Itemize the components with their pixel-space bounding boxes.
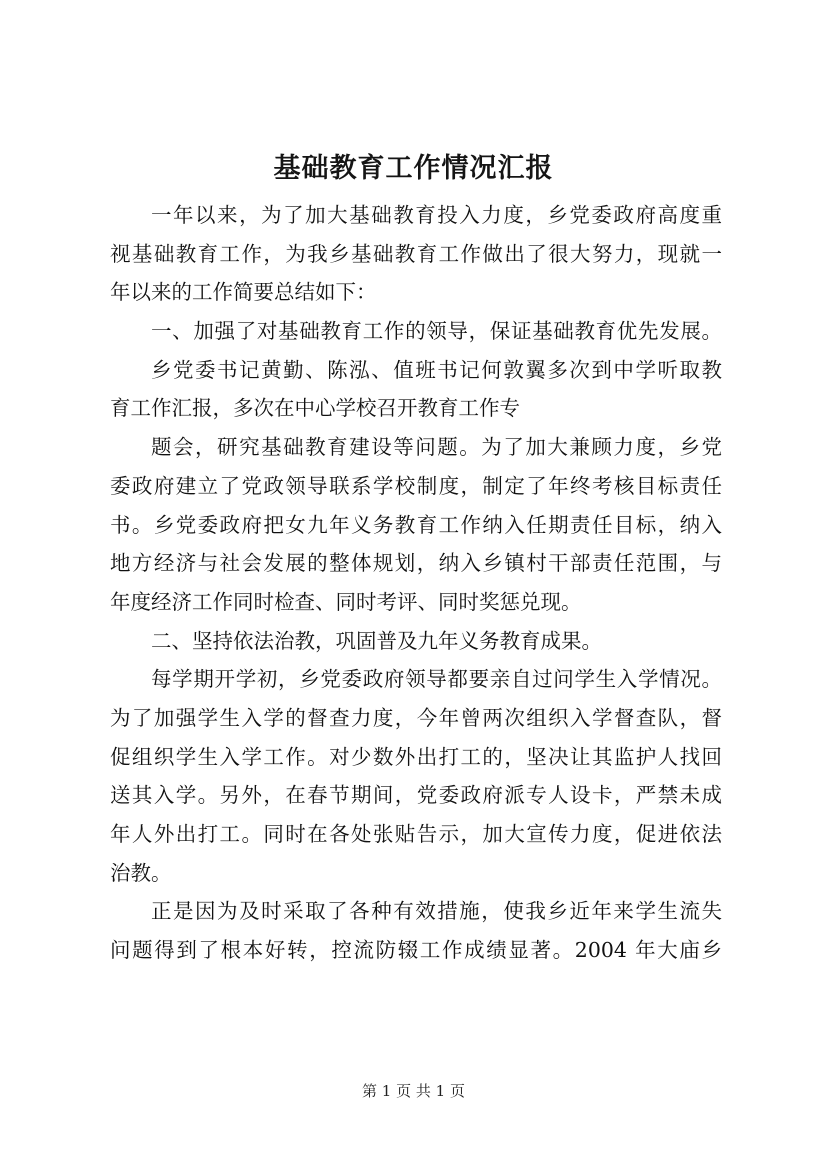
text-line: 促组织学生入学工作。对少数外出打工的，坚决让其监护人找回 [110,744,722,769]
text-line: 题会，研究基础教育建设等问题。为了加大兼顾力度，乡党 [151,435,722,460]
text-line: 一年以来，为了加大基础教育投入力度，乡党委政府高度重 [151,203,722,227]
text-line: 年以来的工作简要总结如下： [110,280,377,305]
text-line: 乡党委书记黄勤、陈泓、值班书记何敦翼多次到中学听取教 [151,357,722,382]
document-body [110,196,722,970]
document-title: 基础教育工作情况汇报 [273,153,554,184]
text-line: 育工作汇报，多次在中心学校召开教育工作专 [110,396,520,421]
text-line: 年人外出打工。同时在各处张贴告示，加大宣传力度，促进依法 [110,822,722,846]
text-line: 书。乡党委政府把女九年义务教育工作纳入任期责任目标，纳入 [110,512,722,537]
text-line: 问题得到了根本好转，控流防辍工作成绩显著。2004 年大庙乡 [110,938,722,963]
text-line: 每学期开学初，乡党委政府领导都要亲自过问学生入学情况。 [151,667,722,692]
text-line: 治教。 [110,860,172,885]
text-line: 二、坚持依法治教，巩固普及九年义务教育成果。 [151,628,602,653]
text-line: 为了加强学生入学的督查力度，今年曾两次组织入学督查队，督 [110,705,722,730]
text-line: 一、加强了对基础教育工作的领导，保证基础教育优先发展。 [151,319,722,344]
text-line: 送其入学。另外，在春节期间，党委政府派专人设卡，严禁未成 [110,783,722,808]
text-line: 年度经济工作同时检查、同时考评、同时奖惩兑现。 [110,589,582,614]
text-line: 地方经济与社会发展的整体规划，纳入乡镇村干部责任范围，与 [110,551,722,576]
text-line: 委政府建立了党政领导联系学校制度，制定了年终考核目标责任 [110,473,722,498]
page-footer: 第 1 页 共 1 页 [362,1082,465,1100]
text-line: 正是因为及时采取了各种有效措施，使我乡近年来学生流失 [151,899,722,924]
text-line: 视基础教育工作，为我乡基础教育工作做出了很大努力，现就一 [110,241,722,266]
